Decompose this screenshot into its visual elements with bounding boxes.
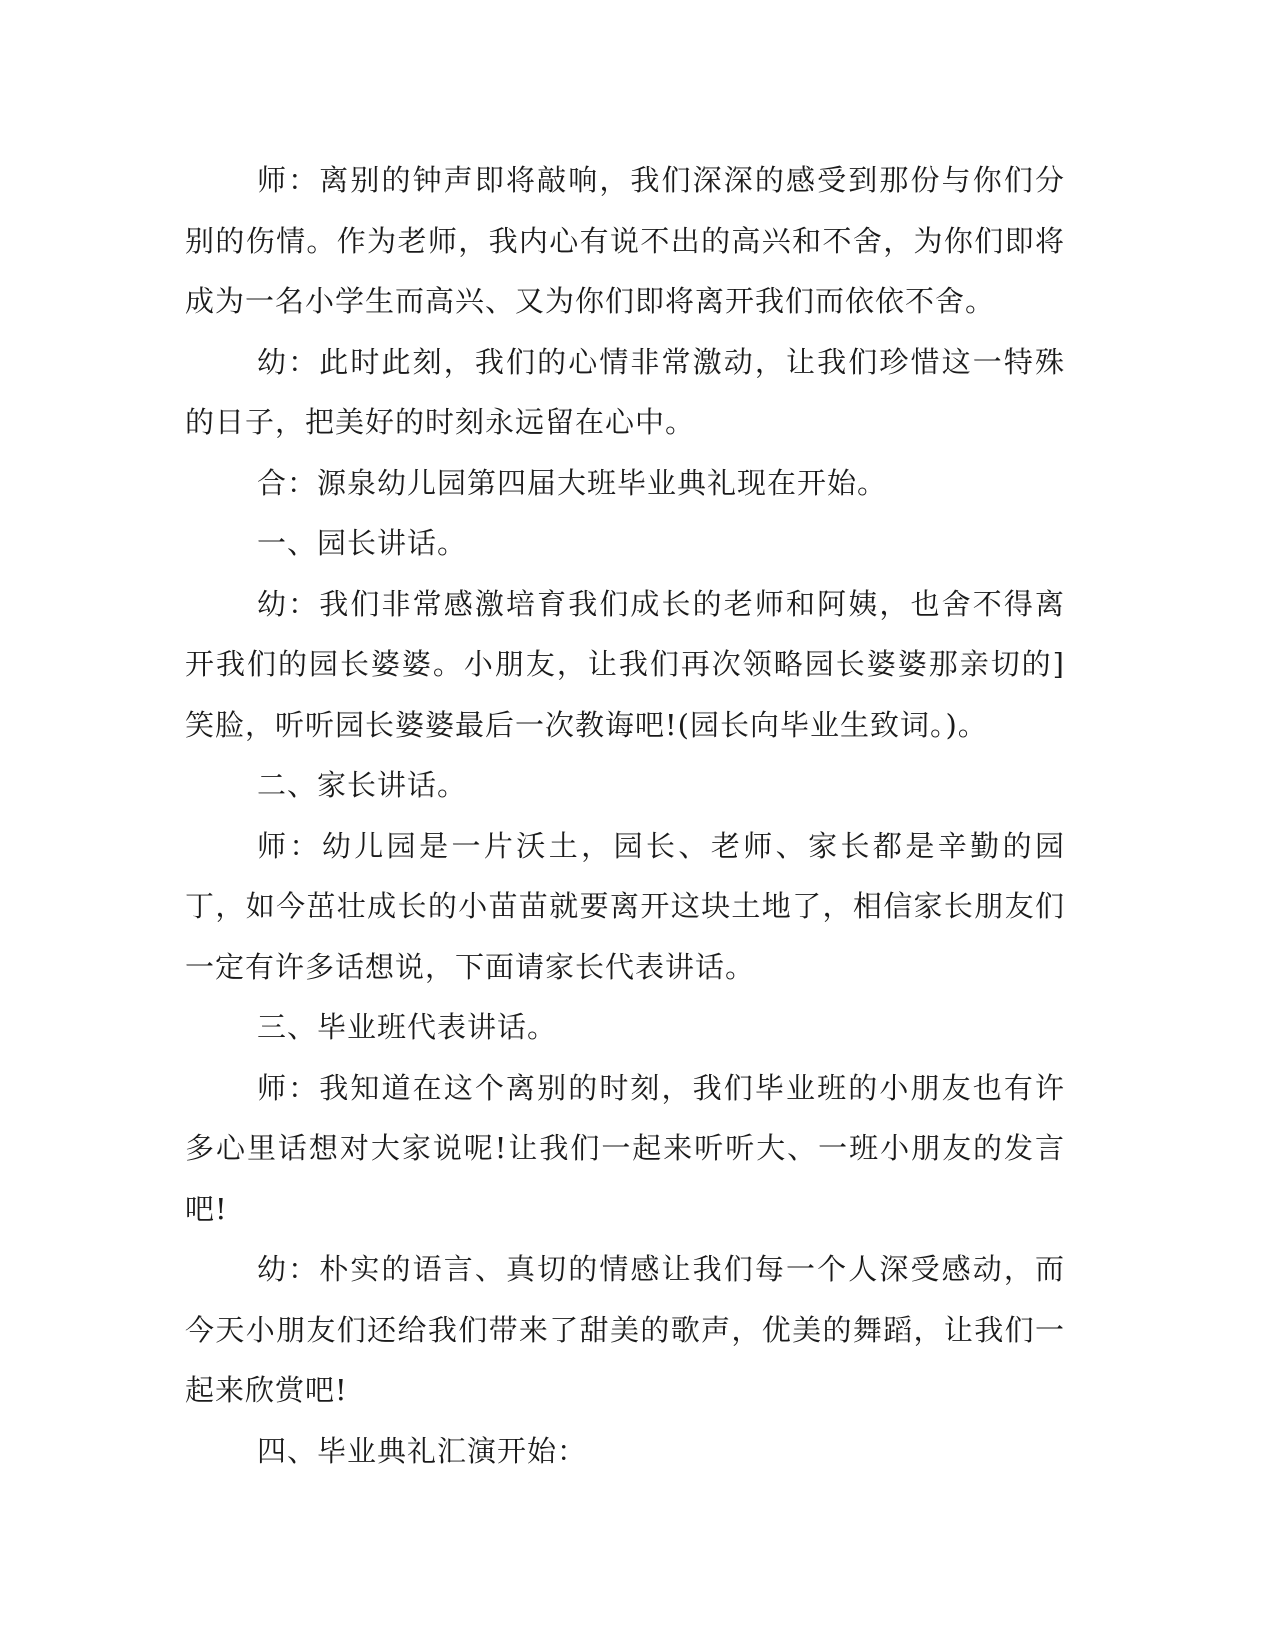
paragraph-teacher-graduates: 师：我知道在这个离别的时刻，我们毕业班的小朋友也有许多心里话想对大家说呢!让我们一起来听听大、一班小朋友的发言吧! <box>185 1070 1065 1226</box>
paragraph-teacher-parents: 师：幼儿园是一片沃土，园长、老师、家长都是辛勤的园丁，如今茁壮成长的小苗苗就要离开这块土地了，相信家长朋友们一定有许多话想说，下面请家长代表讲话。 <box>185 828 1065 984</box>
section-heading-graduate-speech: 三、毕业班代表讲话。 <box>257 1010 558 1044</box>
paragraph-ceremony-start: 合：源泉幼儿园第四届大班毕业典礼现在开始。 <box>257 465 888 500</box>
paragraph-child-performance: 幼：朴实的语言、真切的情感让我们每一个人深受感动，而今天小朋友们还给我们带来了甜美的歌声，优美的舞蹈，让我们一起来欣赏吧! <box>185 1252 1065 1407</box>
section-heading-performance: 四、毕业典礼汇演开始： <box>257 1433 588 1468</box>
paragraph-child-moment: 幼：此时此刻，我们的心情非常激动，让我们珍惜这一特殊的日子，把美好的时刻永远留在心中。 <box>185 344 1065 439</box>
paragraph-teacher-farewell: 师：离别的钟声即将敲响，我们深深的感受到那份与你们分别的伤情。作为老师，我内心有说不出的高兴和不舍，为你们即将成为一名小学生而高兴、又为你们即将离开我们而依依不舍。 <box>185 163 1065 318</box>
document-body <box>185 150 1065 1481</box>
section-heading-parent-speech: 二、家长讲话。 <box>257 768 468 802</box>
paragraph-child-thanks: 幼：我们非常感激培育我们成长的老师和阿姨，也舍不得离开我们的园长婆婆。小朋友，让我们再次领略园长婆婆那亲切的]笑脸，听听园长婆婆最后一次教诲吧!(园长向毕业生致词。)。 <box>185 586 1065 742</box>
section-heading-principal-speech: 一、园长讲话。 <box>257 526 468 560</box>
